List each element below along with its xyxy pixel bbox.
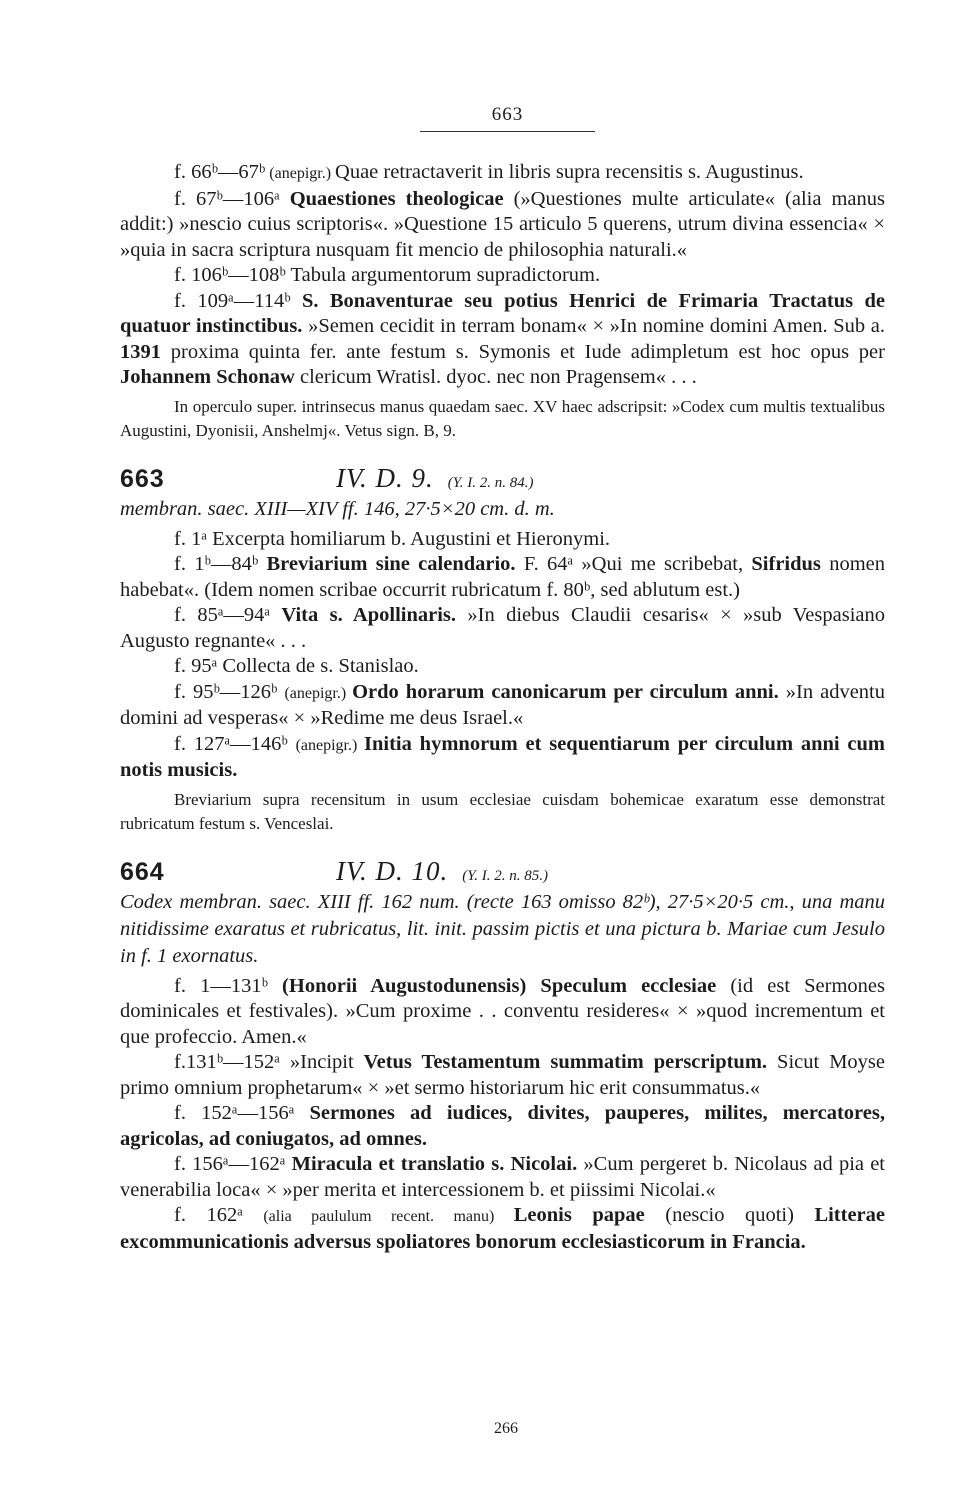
record-old-signature: (Y. I. 2. n. 85.): [462, 867, 548, 884]
entry-664-5: f. 162ᵃ (alia paululum recent. manu) Leonis papae (nescio quoti) Litterae excommunicationis adversus spoliatores bonorum ecclesiasticorum in Francia.: [120, 1204, 886, 1253]
footer-page-number: 266: [494, 1420, 518, 1437]
record-number: 664: [120, 857, 165, 886]
entry-663-1: f. 1ᵃ Excerpta homiliarum b. Augustini et Hieronymi.: [174, 527, 611, 550]
record-description-664: Codex membran. saec. XIII ff. 162 num. (recte 163 omisso 82ᵇ), 27·5×20·5 cm., una manu nitidissime exaratus et rubricatus, lit. init. passim pictis et una pictura b. Mariae cum Jesulo in f. 1 exornatus.: [120, 890, 885, 967]
entry-664-4: f. 156ᵃ—162ᵃ Miracula et translatio s. Nicolai. »Cum pergeret b. Nicolaus ad pia et venerabilia loca« × »per merita et intercessionem b. et piissimi Nicolai.«: [120, 1153, 886, 1201]
entry-prev-3: f. 106ᵇ—108ᵇ Tabula argumentorum supradictorum.: [174, 264, 601, 286]
entry-664-2: f.131ᵇ—152ᵃ »Incipit Vetus Testamentum summatim perscriptum. Sicut Moyse primo omnium prophetarum« × »et sermo historiarum hic erit consummatus.«: [120, 1051, 885, 1099]
entry-663-3: f. 85ᵃ—94ᵃ Vita s. Apollinaris. »In diebus Claudii cesaris« × »sub Vespasiano Augusto regnante« . . .: [120, 604, 885, 652]
record-description-663: membran. saec. XIII—XIV ff. 146, 27·5×20 cm. d. m.: [120, 497, 555, 520]
entry-prev-4: f. 109ᵃ—114ᵇ S. Bonaventurae seu potius Henrici de Frimaria Tractatus de quatuor instinctibus. »Semen cecidit in terram bonam« × »In nomine domini Amen. Sub a. 1391 proxima quinta fer. ante festum s. Symonis et Iude adimpletum est hoc opus per Johannem Schonaw clericum Wratisl. dyoc. nec non Pragensem« . . .: [120, 289, 885, 388]
header-rule: [420, 131, 595, 132]
record-heading-663: [120, 463, 885, 494]
note-663: Breviarium supra recensitum in usum ecclesiae cuisdam bohemicae exaratum esse demonstrat rubricatum festum s. Venceslai.: [120, 789, 885, 833]
entry-prev-2: f. 67ᵇ—106ᵃ Quaestiones theologicae (»Questiones multe articulate« (alia manus addit:) »nescio cuius scriptoris«. »Questione 15 articulo 5 querens, utrum divina essencia« × »quia in sacra scriptura nusquam fit mencio de philosophia naturali.«: [120, 187, 885, 261]
entry-prev-1: f. 66ᵇ—67ᵇ (anepigr.) Quae retractaverit in libris supra recensitis s. Augustinus.: [174, 161, 804, 183]
record-number: 663: [120, 464, 165, 493]
entry-663-4: f. 95ᵃ Collecta de s. Stanislao.: [174, 655, 419, 677]
entry-663-2: f. 1ᵇ—84ᵇ Breviarium sine calendario. F. 64ᵃ »Qui me scribebat, Sifridus nomen habebat«. (Idem nomen scribae occurrit rubricatum f. 80ᵇ, sed ablutum est.): [120, 553, 885, 601]
note-prev: In operculo super. intrinsecus manus quaedam saec. XV haec adscripsit: »Codex cum multis textualibus Augustini, Dyonisii, Anshelmj«. Vetus sign. B, 9.: [120, 396, 885, 440]
entry-664-3: f. 152ᵃ—156ᵃ Sermones ad iudices, divites, pauperes, milites, mercatores, agricolas, ad coniugatos, ad omnes.: [120, 1102, 885, 1150]
record-old-signature: (Y. I. 2. n. 84.): [447, 474, 534, 491]
record-heading-664: [120, 856, 885, 887]
running-head-page-number: 663: [491, 104, 524, 125]
page-body: [120, 160, 885, 1255]
record-signature: IV. D. 9.: [336, 462, 434, 493]
entry-663-5: f. 95ᵇ—126ᵇ (anepigr.) Ordo horarum canonicarum per circulum anni. »In adventu domini ad vesperas« × »Redime me deus Israel.«: [120, 680, 885, 729]
entry-664-1: f. 1—131ᵇ (Honorii Augustodunensis) Speculum ecclesiae (id est Sermones dominicales et festivales). »Cum proxime . . conventu resideres« × »quod incrementum et que profeccio. Amen.«: [120, 974, 885, 1048]
record-signature: IV. D. 10.: [336, 855, 449, 886]
entry-663-6: f. 127ᵃ—146ᵇ (anepigr.) Initia hymnorum et sequentiarum per circulum anni cum notis musicis.: [120, 732, 885, 781]
